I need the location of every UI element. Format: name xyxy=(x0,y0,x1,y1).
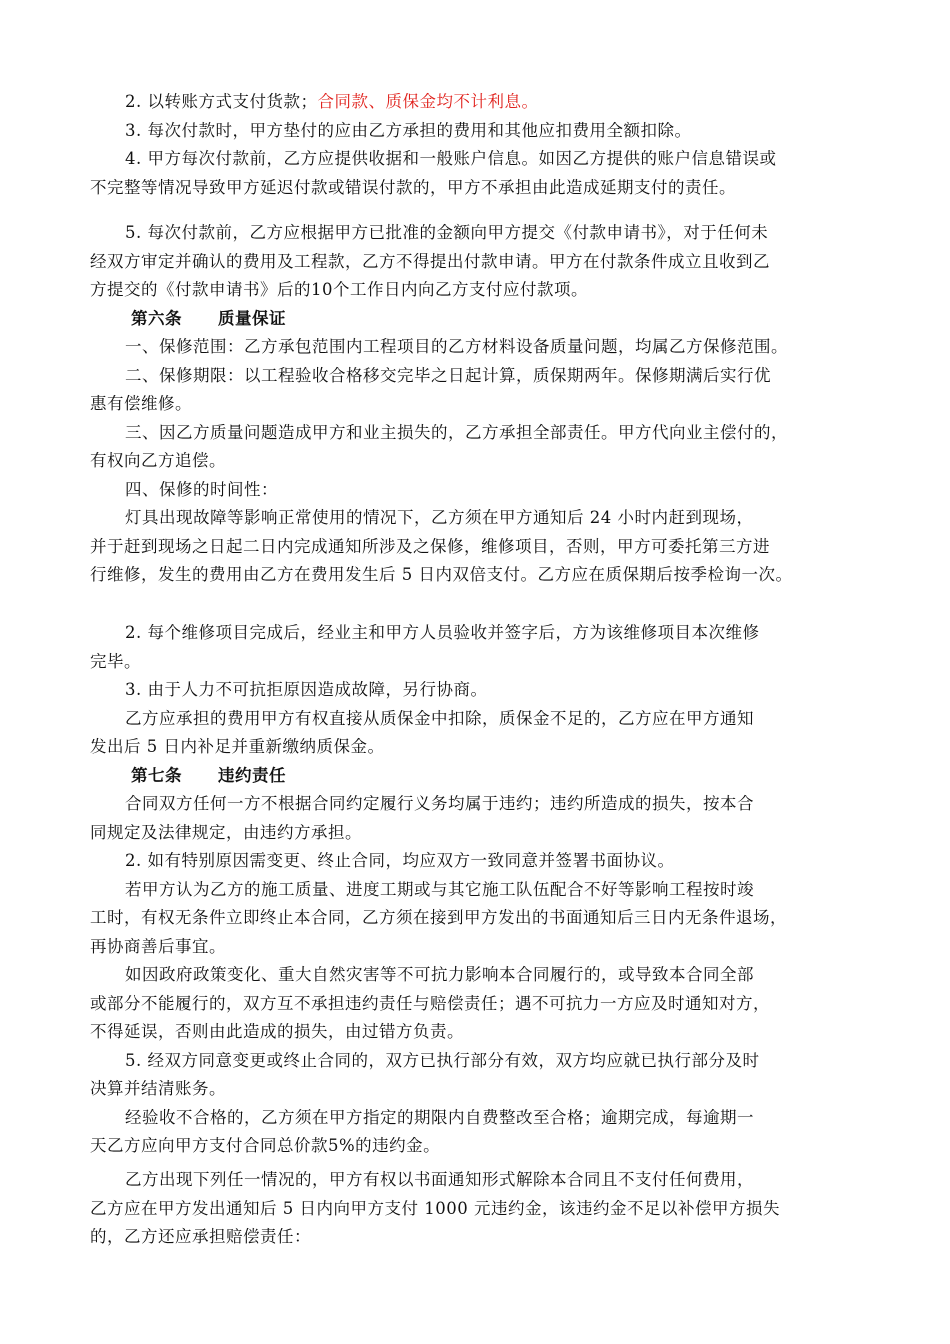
warranty-item-3: 3. 由于人力不可抗拒原因造成故障，另行协商。 xyxy=(125,680,488,699)
clause-payment-3: 3. 每次付款时，甲方垫付的应由乙方承担的费用和其他应扣费用全额扣除。 xyxy=(125,121,692,140)
breach-termination-line3: 再协商善后事宜。 xyxy=(90,937,226,956)
warranty-fault-line1: 灯具出现故障等影响正常使用的情况下，乙方须在甲方通知后 24 小时内赶到现场， xyxy=(125,508,754,527)
section-title: 违约责任 xyxy=(218,766,286,785)
breach-general-line2: 同规定及法律规定，由违约方承担。 xyxy=(90,823,362,842)
warranty-deduction-line1: 乙方应承担的费用甲方有权直接从质保金中扣除，质保金不足的，乙方应在甲方通知 xyxy=(125,709,754,728)
warranty-period-line1: 二、保修期限：以工程验收合格移交完毕之日起计算，质保期两年。保修期满后实行优 xyxy=(125,366,771,385)
clause-payment-5-line1: 5. 每次付款前，乙方应根据甲方已批准的金额向甲方提交《付款申请书》，对于任何未 xyxy=(125,223,769,242)
force-majeure-line3: 不得延误，否则由此造成的损失，由过错方负责。 xyxy=(90,1022,464,1041)
warranty-period-line2: 惠有偿维修。 xyxy=(90,394,192,413)
contract-rescission-line2: 乙方应在甲方发出通知后 5 日内向甲方支付 1000 元违约金，该违约金不足以补偿甲方损失 xyxy=(90,1199,780,1218)
warranty-timeliness: 四、保修的时间性： xyxy=(125,480,278,499)
section-heading-6 xyxy=(131,306,911,332)
clause-payment-5-line2: 经双方审定并确认的费用及工程款，乙方不得提出付款申请。甲方在付款条件成立且收到乙 xyxy=(90,252,770,271)
warranty-liability-line2: 有权向乙方追偿。 xyxy=(90,451,226,470)
contract-rescission-line1: 乙方出现下列任一情况的，甲方有权以书面通知形式解除本合同且不支付任何费用， xyxy=(125,1170,754,1189)
clause-payment-5-line3: 方提交的《付款申请书》后的10个工作日内向乙方支付应付款项。 xyxy=(90,280,588,299)
warranty-item-2-line1: 2. 每个维修项目完成后，经业主和甲方人员验收并签字后，方为该维修项目本次维修 xyxy=(125,623,760,642)
clause-payment-2 xyxy=(125,89,870,115)
breach-item-5-line2: 决算并结清账务。 xyxy=(90,1079,226,1098)
acceptance-failure-line2: 天乙方应向甲方支付合同总价款5%的违约金。 xyxy=(90,1136,441,1155)
warranty-deduction-line2: 发出后 5 日内补足并重新缴纳质保金。 xyxy=(90,737,385,756)
breach-termination-line1: 若甲方认为乙方的施工质量、进度工期或与其它施工队伍配合不好等影响工程按时竣 xyxy=(125,880,754,899)
warranty-fault-line3: 行维修，发生的费用由乙方在费用发生后 5 日内双倍支付。乙方应在质保期后按季检询一次。 xyxy=(90,565,793,584)
warranty-item-2-line2: 完毕。 xyxy=(90,652,141,671)
acceptance-failure-line1: 经验收不合格的，乙方须在甲方指定的期限内自费整改至合格；逾期完成，每逾期一 xyxy=(125,1108,754,1127)
force-majeure-line2: 或部分不能履行的，双方互不承担违约责任与赔偿责任；遇不可抗力一方应及时通知对方， xyxy=(90,994,770,1013)
warranty-liability-line1: 三、因乙方质量问题造成甲方和业主损失的，乙方承担全部责任。甲方代向业主偿付的， xyxy=(125,423,788,442)
section-heading-7 xyxy=(131,763,911,789)
force-majeure-line1: 如因政府政策变化、重大自然灾害等不可抗力影响本合同履行的，或导致本合同全部 xyxy=(125,965,754,984)
breach-general-line1: 合同双方任何一方不根据合同约定履行义务均属于违约；违约所造成的损失，按本合 xyxy=(125,794,754,813)
highlighted-text: 合同款、质保金均不计利息。 xyxy=(317,92,539,111)
breach-termination-line2: 工时，有权无条件立即终止本合同，乙方须在接到甲方发出的书面通知后三日内无条件退场， xyxy=(90,908,787,927)
clause-text: 2. 以转账方式支付货款； xyxy=(125,92,318,111)
clause-payment-4-line1: 4. 甲方每次付款前，乙方应提供收据和一般账户信息。如因乙方提供的账户信息错误或 xyxy=(125,149,777,168)
section-title: 质量保证 xyxy=(218,309,286,328)
warranty-fault-line2: 并于赶到现场之日起二日内完成通知所涉及之保修，维修项目，否则，甲方可委托第三方进 xyxy=(90,537,770,556)
section-number: 第六条 xyxy=(131,309,182,328)
contract-rescission-line3: 的，乙方还应承担赔偿责任： xyxy=(90,1227,311,1246)
section-number: 第七条 xyxy=(131,766,182,785)
breach-item-5-line1: 5. 经双方同意变更或终止合同的，双方已执行部分有效，双方均应就已执行部分及时 xyxy=(125,1051,760,1070)
clause-payment-4-line2: 不完整等情况导致甲方延迟付款或错误付款的，甲方不承担由此造成延期支付的责任。 xyxy=(90,178,736,197)
warranty-scope: 一、保修范围：乙方承包范围内工程项目的乙方材料设备质量问题，均属乙方保修范围。 xyxy=(125,337,788,356)
breach-item-2: 2. 如有特别原因需变更、终止合同，均应双方一致同意并签署书面协议。 xyxy=(125,851,675,870)
